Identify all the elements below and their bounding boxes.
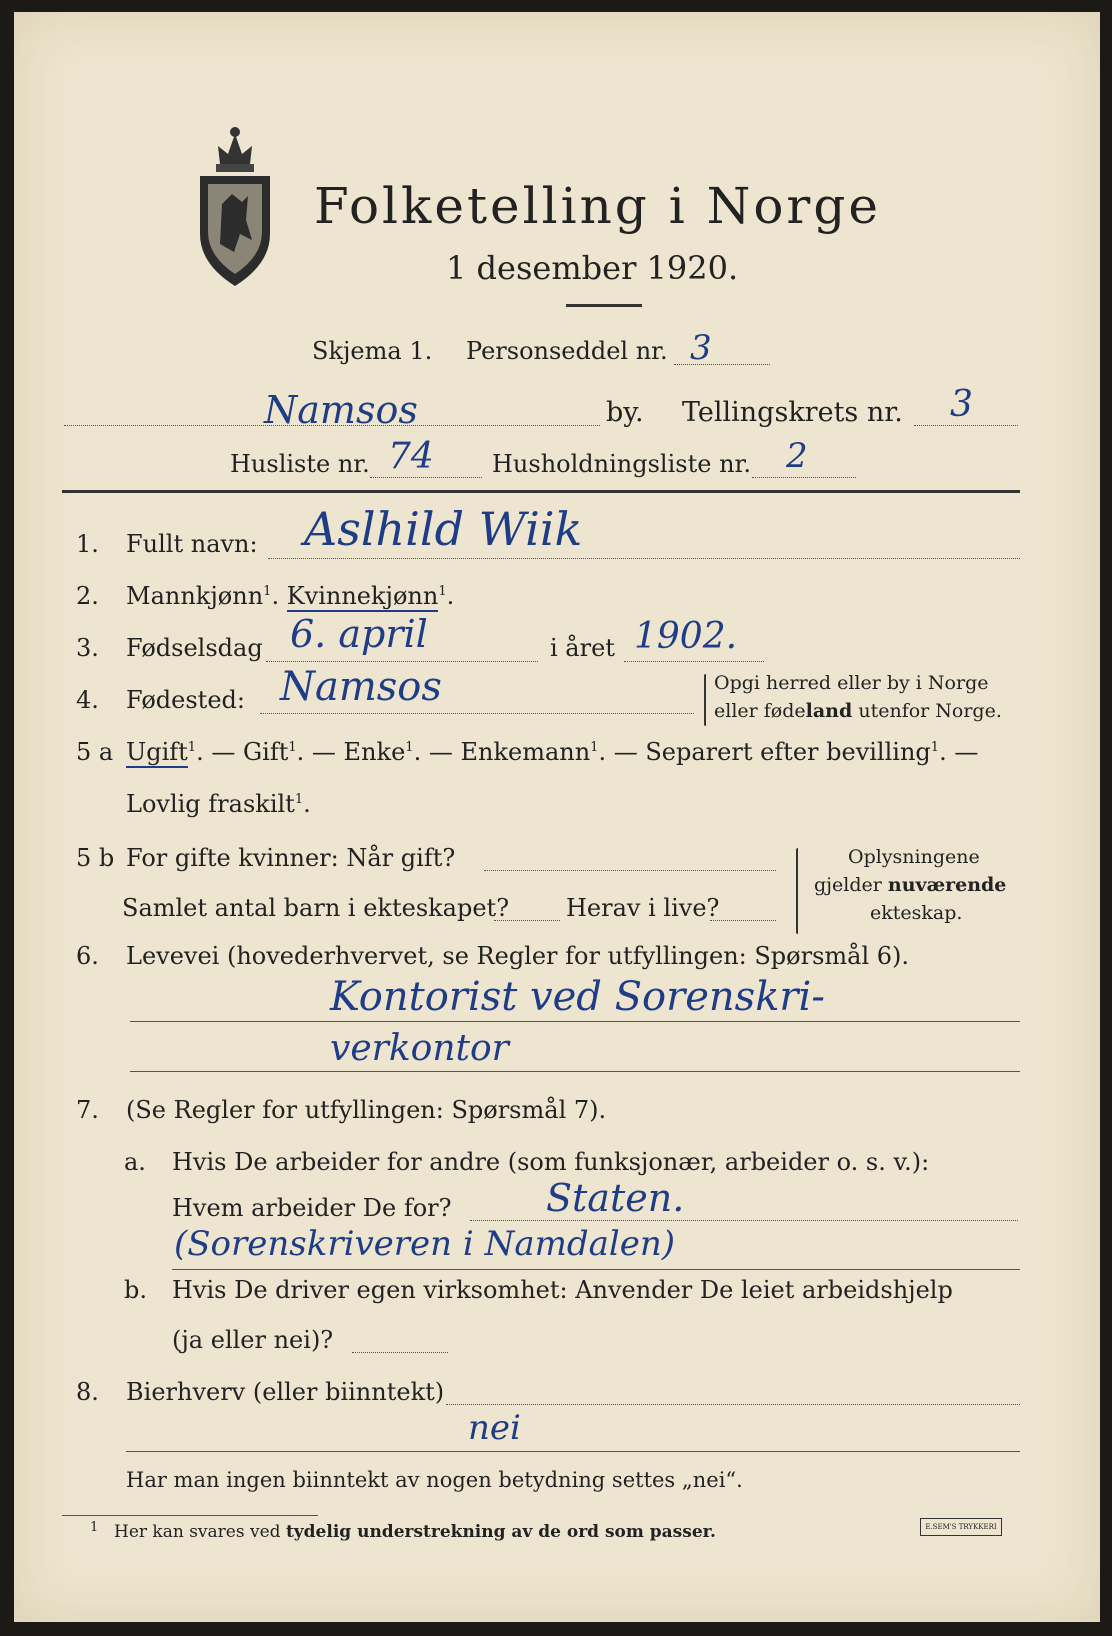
by-label: by. [606, 397, 644, 428]
census-date: 1 desember 1920. [446, 249, 739, 287]
q8-line2 [126, 1451, 1020, 1452]
q6-number: 6. [76, 942, 99, 970]
q6-value-line1: Kontorist ved Sorenskri- [330, 974, 825, 1020]
header-rule [62, 490, 1020, 493]
q2-male: Mannkjønn [126, 582, 264, 610]
q7a-line2 [172, 1269, 1020, 1270]
q8-note: Har man ingen biinntekt av nogen betydning settes „nei“. [126, 1468, 743, 1492]
q7b-letter: b. [124, 1276, 147, 1304]
q7a-value: Staten. [546, 1176, 685, 1220]
q3-year-line [624, 661, 764, 662]
q6-line1 [130, 1021, 1020, 1022]
q5b-alive-label: Herav i live? [566, 894, 720, 922]
personseddel-value: 3 [690, 328, 712, 368]
page-title: Folketelling i Norge [314, 177, 881, 235]
q5a-enke: Enke [343, 738, 406, 766]
footnote-rule [62, 1515, 318, 1516]
q5a-fraskilt: Lovlig fraskilt [126, 790, 295, 818]
q5b-married-label: For gifte kvinner: Når gift? [126, 844, 456, 872]
q6-value-line2: verkontor [330, 1028, 509, 1069]
q5a-enkemann: Enkemann [460, 738, 591, 766]
q3-label: Fødselsdag [126, 634, 263, 662]
q5b-brace [796, 848, 798, 934]
q6-line2 [130, 1071, 1020, 1072]
q5b-children-label: Samlet antal barn i ekteskapet? [122, 894, 510, 922]
city-value: Namsos [264, 388, 418, 432]
husholdning-label: Husholdningsliste nr. [492, 450, 751, 478]
husliste-value: 74 [388, 436, 434, 477]
husholdning-value: 2 [786, 436, 808, 476]
personseddel-label: Personseddel nr. [466, 337, 668, 365]
q4-note-line2: eller fødeland utenfor Norge. [714, 700, 1002, 722]
tellingskrets-value: 3 [950, 384, 973, 425]
q5b-children-line [494, 920, 560, 921]
q6-label: Levevei (hovederhvervet, se Regler for utfyllingen: Spørsmål 6). [126, 942, 910, 970]
q5a-separert: Separert efter bevilling [645, 738, 931, 766]
q7-label: (Se Regler for utfyllingen: Spørsmål 7). [126, 1096, 607, 1124]
q3-day-line [266, 661, 538, 662]
q4-line [260, 713, 694, 714]
printer-stamp: E.SEM'S TRYKKERI [920, 1518, 1002, 1536]
q5b-alive-line [710, 920, 776, 921]
q7a-question: Hvem arbeider De for? [172, 1194, 452, 1222]
tellingskrets-line [914, 425, 1018, 426]
q8-line [446, 1404, 1020, 1405]
q2-number: 2. [76, 582, 99, 610]
husliste-line [370, 477, 482, 478]
q3-number: 3. [76, 634, 99, 662]
q5b-note-line3: ekteskap. [870, 902, 963, 924]
footnote-text: Her kan svares ved tydelig understrekning av de ord som passer. [114, 1522, 716, 1542]
title-divider [566, 304, 642, 307]
tellingskrets-label: Tellingskrets nr. [682, 397, 903, 428]
q3-year-value: 1902. [634, 616, 738, 657]
q1-line [268, 558, 1020, 559]
q8-label: Bierhverv (eller biinntekt) [126, 1378, 445, 1406]
q7b-line [352, 1352, 448, 1353]
q7-number: 7. [76, 1096, 99, 1124]
q2-options: Mannkjønn$^1$. Kvinnekjønn$^1$. [126, 582, 455, 610]
q4-number: 4. [76, 686, 99, 714]
personseddel-line [674, 364, 770, 365]
husliste-label: Husliste nr. [230, 450, 370, 478]
footnote-mark: 1 [90, 1520, 99, 1535]
coat-of-arms-icon [190, 124, 280, 294]
schema-label: Skjema 1. [312, 337, 433, 365]
q5a-options: Ugift$^1$. — Gift$^1$. — Enke$^1$. — Enkemann$^1$. — Separert efter bevilling$^1$. — [126, 738, 979, 766]
q5a-gift: Gift [242, 738, 289, 766]
census-form-sheet [14, 12, 1100, 1622]
q5b-note-line2: gjelder nuværende [814, 874, 1007, 896]
q7b-text: Hvis De driver egen virksomhet: Anvender De leiet arbeidshjelp [172, 1276, 953, 1304]
q1-number: 1. [76, 530, 99, 558]
q7b-question: (ja eller nei)? [172, 1326, 334, 1354]
q7a-text: Hvis De arbeider for andre (som funksjonær, arbeider o. s. v.): [172, 1148, 930, 1176]
q1-label: Fullt navn: [126, 530, 258, 558]
q7a-value2: (Sorenskriveren i Namdalen) [174, 1224, 676, 1264]
q5b-note-line1: Oplysningene [848, 846, 980, 868]
q5a-fraskilt-line: Lovlig fraskilt$^1$. [126, 790, 311, 818]
q7a-letter: a. [124, 1148, 146, 1176]
q8-value: nei [468, 1408, 521, 1448]
q4-note-line1: Opgi herred eller by i Norge [714, 672, 989, 694]
q3-day-value: 6. april [290, 612, 428, 656]
q5b-married-line [484, 870, 776, 871]
q4-label: Fødested: [126, 686, 245, 714]
q8-number: 8. [76, 1378, 99, 1406]
q7a-line [470, 1220, 1018, 1221]
q2-female-selected: Kvinnekjønn [286, 582, 439, 610]
q5a-ugift-selected: Ugift [126, 738, 188, 766]
husholdning-line [752, 477, 856, 478]
q4-brace [704, 674, 706, 726]
q5b-number: 5 b [76, 844, 115, 872]
q1-name-value: Aslhild Wiik [304, 502, 583, 556]
q3-year-label: i året [550, 634, 615, 662]
q4-value: Namsos [280, 664, 442, 710]
q5a-number: 5 a [76, 738, 114, 766]
